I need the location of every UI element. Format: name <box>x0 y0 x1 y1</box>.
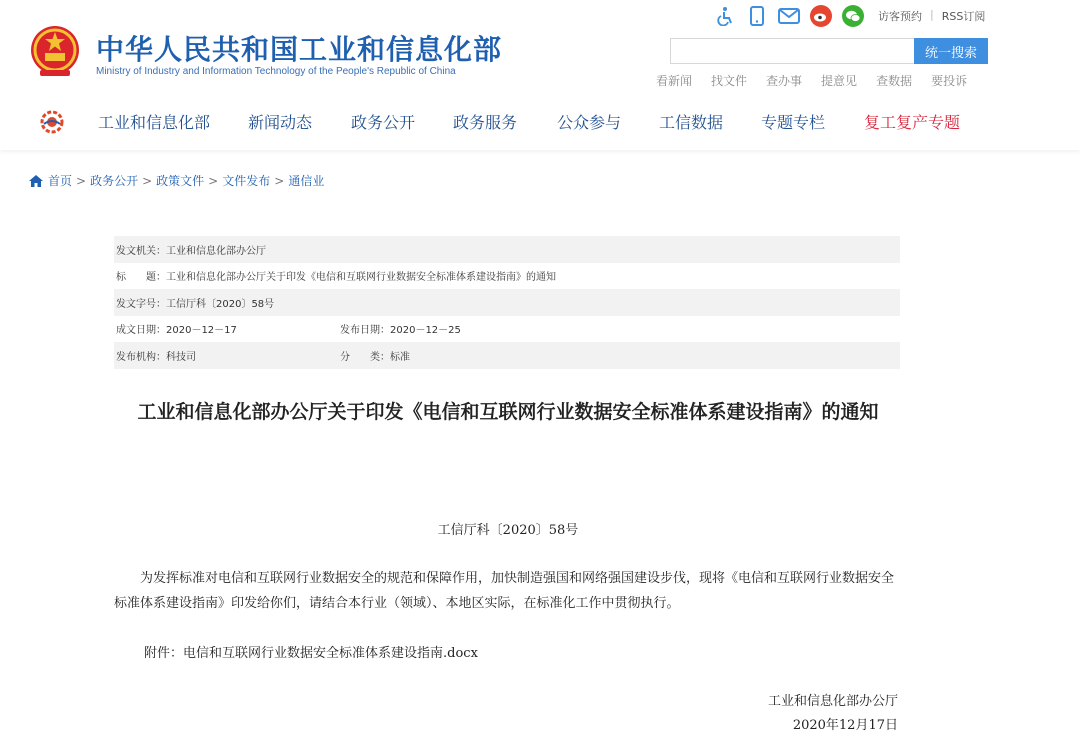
attachment-link[interactable]: 电信和互联网行业数据安全标准体系建设指南.docx <box>183 646 478 661</box>
breadcrumb-file-release[interactable]: 文件发布 <box>222 174 271 188</box>
meta-title-value: 工业和信息化部办公厅关于印发《电信和互联网行业数据安全标准体系建设指南》的通知 <box>166 272 556 284</box>
meta-docno-label: 发文字号： <box>116 298 166 310</box>
meta-docno-value: 工信厅科〔2020〕58号 <box>166 298 275 310</box>
ministry-logo-icon[interactable] <box>40 110 64 134</box>
top-links <box>878 8 985 24</box>
breadcrumb-separator: > <box>142 173 153 188</box>
breadcrumb-home[interactable]: 首页 <box>48 174 73 188</box>
attachment-line <box>144 642 478 661</box>
meta-agency-label: 发布机构： <box>116 351 166 363</box>
quick-link-services[interactable]: 查办事 <box>766 74 803 88</box>
nav-item-topics[interactable]: 专题专栏 <box>761 113 826 132</box>
meta-category-value: 标准 <box>390 351 410 363</box>
search-input[interactable] <box>670 38 914 64</box>
site-header <box>0 0 1080 150</box>
nav-item-resumption[interactable]: 复工复产专题 <box>864 113 961 132</box>
meta-row-agency <box>114 342 900 369</box>
nav-item-data[interactable]: 工信数据 <box>659 113 724 132</box>
quick-link-data[interactable]: 查数据 <box>876 74 913 88</box>
national-emblem-icon[interactable] <box>28 24 82 80</box>
document-meta-table <box>114 236 900 369</box>
breadcrumb <box>28 172 324 189</box>
article-title: 工业和信息化部办公厅关于印发《电信和互联网行业数据安全标准体系建设指南》的通知 <box>137 401 879 423</box>
quick-link-files[interactable]: 找文件 <box>711 74 748 88</box>
nav-item-gov-affairs[interactable]: 政务公开 <box>351 113 416 132</box>
wechat-icon[interactable] <box>842 5 864 27</box>
article-paragraph: 为发挥标准对电信和互联网行业数据安全的规范和保障作用，加快制造强国和网络强国建设步伐，现将《电信和互联网行业数据安全标准体系建设指南》印发给你们，请结合本行业（领域）、本地区实际，在标准化工作中贯彻执行。 <box>114 571 895 611</box>
nav-item-gov-services[interactable]: 政务服务 <box>453 113 518 132</box>
quick-links <box>656 72 967 89</box>
meta-published-value: 2020－12－25 <box>390 325 461 337</box>
meta-published-label: 发布日期： <box>340 325 390 337</box>
breadcrumb-gov-affairs[interactable]: 政务公开 <box>90 174 139 188</box>
quick-link-complaint[interactable]: 要投诉 <box>931 74 968 88</box>
main-nav <box>0 100 1080 140</box>
quick-link-news[interactable]: 看新闻 <box>656 74 693 88</box>
meta-row-issuer <box>114 236 900 263</box>
meta-agency-value: 科技司 <box>166 351 196 363</box>
quick-link-feedback[interactable]: 提意见 <box>821 74 858 88</box>
home-icon[interactable] <box>28 174 44 188</box>
site-title[interactable]: 中华人民共和国工业和信息化部 <box>96 33 503 66</box>
search-button[interactable]: 统一搜索 <box>914 38 988 64</box>
article-docno: 工信厅科〔2020〕58号 <box>437 523 579 538</box>
nav-item-ministry[interactable]: 工业和信息化部 <box>98 113 211 132</box>
top-icon-bar <box>714 4 864 28</box>
meta-title-label: 标 题： <box>116 272 166 284</box>
meta-created-value: 2020－12－17 <box>166 325 237 337</box>
breadcrumb-separator: > <box>208 173 219 188</box>
sign-date: 2020年12月17日 <box>792 718 898 733</box>
attachment-label: 附件： <box>144 646 184 661</box>
rss-link[interactable]: RSS订阅 <box>941 10 986 23</box>
weibo-icon[interactable] <box>810 5 832 27</box>
breadcrumb-telecom[interactable]: 通信业 <box>288 174 325 188</box>
breadcrumb-policy-files[interactable]: 政策文件 <box>156 174 205 188</box>
meta-row-docno <box>114 289 900 316</box>
meta-row-title <box>114 263 900 290</box>
mobile-icon[interactable] <box>746 5 768 27</box>
nav-item-public-participation[interactable]: 公众参与 <box>557 113 622 132</box>
visitor-appointment-link[interactable]: 访客预约 <box>878 10 922 23</box>
site-subtitle: Ministry of Industry and Information Technology of the People's Republic of China <box>96 66 456 77</box>
meta-row-dates <box>114 316 900 343</box>
signer: 工业和信息化部办公厅 <box>767 694 898 709</box>
meta-issuer-label: 发文机关： <box>116 245 166 257</box>
mail-icon[interactable] <box>778 5 800 27</box>
breadcrumb-separator: > <box>274 173 285 188</box>
accessibility-icon[interactable] <box>714 5 736 27</box>
top-link-separator: | <box>930 8 934 21</box>
meta-issuer-value: 工业和信息化部办公厅 <box>166 245 266 257</box>
meta-created-label: 成文日期： <box>116 325 166 337</box>
breadcrumb-separator: > <box>76 173 87 188</box>
meta-category-label: 分 类： <box>340 351 390 363</box>
nav-item-news[interactable]: 新闻动态 <box>248 113 313 132</box>
